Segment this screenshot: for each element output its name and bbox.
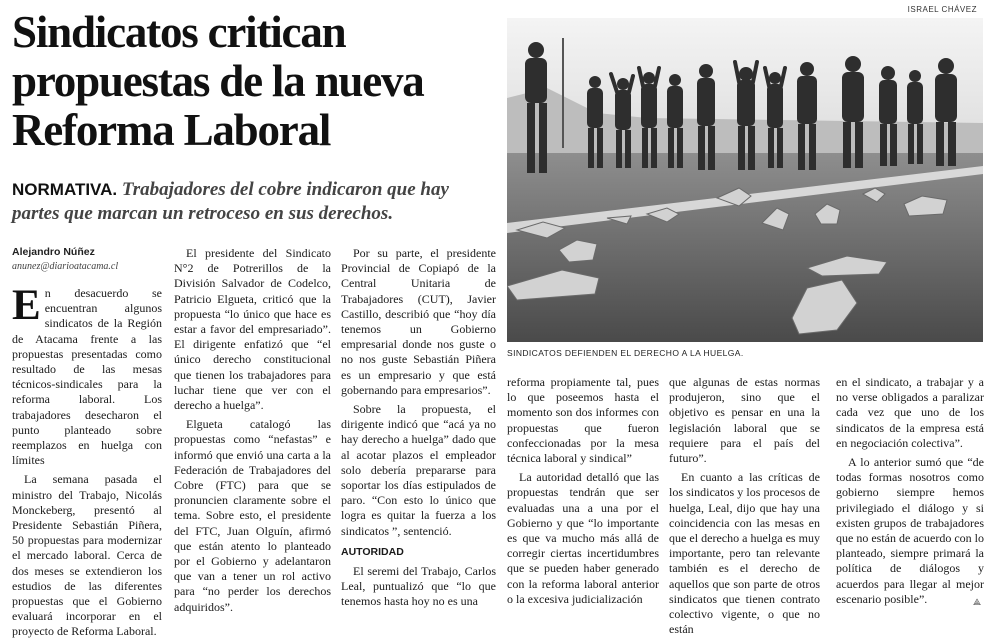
paragraph-text: n desacuerdo se encuentran algunos sindicatos de la Región de Atacama frente a las propuestas presentadas como resultado de las mesas técnicos-sindicales para la reforma laboral. Los trabajadores desecharon el punto planteado sobre reemplazos en huelga con límites xyxy=(12,286,162,468)
deck xyxy=(12,178,497,226)
paragraph: El seremi del Trabajo, Carlos Leal, puntualizó que “lo que tenemos hasta hoy no es una xyxy=(341,564,496,609)
paragraph: Sobre la propuesta, el dirigente indicó que “acá ya no hay derecho a huelga” dado que al acotar plazos el empleador solo debería prepararse para soportar los días estipulados de paro. “Con esto lo único que logra es quitar la fuerza a los sindicatos ”, sentenció. xyxy=(341,402,496,538)
kicker: NORMATIVA. xyxy=(12,180,118,199)
paragraph: Elgueta catalogó las propuestas como “nefastas” e informó que envió una carta a la Federación de Trabajadores del Cobre (FTC) para que se pronuncien claramente sobre el tema. Sobre esto, el presidente del FTC, Juan Olguín, afirmó que están atento lo planteado por el Gobierno y adelantaron que van a tener un rol activo para “no perder los derechos adquiridos”. xyxy=(174,417,331,614)
article-photo xyxy=(507,18,983,342)
headline: Sindicatos critican propuestas de la nueva Reforma Laboral xyxy=(12,7,424,155)
paragraph: reforma propiamente tal, pues lo que poseemos hasta el momento son dos informes con propuestas que fueron confeccionadas por la mesa técnica laboral y sindical” xyxy=(507,375,659,466)
body-column-1 xyxy=(12,282,162,644)
paragraph: En cuanto a las críticas de los sindicatos y los procesos de huelga, Leal, dijo que hay una coincidencia con las mesas en que el derecho a huelga es muy importante, pero tan relevante también es el derecho de aquellos que son parte de otros sindicatos que tienen contrato colectivo vigente, o que no están xyxy=(669,470,820,637)
paragraph: en el sindicato, a trabajar y a no verse obligados a paralizar cada vez que uno de los sindicatos de la empresa está en negociación colectiva”. xyxy=(836,375,984,450)
paragraph: La semana pasada el ministro del Trabajo, Nicolás Monckeberg, presentó al Presidente Sebastián Piñera, 50 propuestas para modernizar el mercado laboral. Cerca de dos meses se extendieron los estudios de las diferentes propuestas que el Gobierno evaluará incorporar en el proyecto de Reforma Laboral. xyxy=(12,472,162,639)
body-column-2 xyxy=(174,246,331,619)
drop-cap: E xyxy=(12,282,41,329)
body-column-3 xyxy=(341,246,496,614)
photo-caption: SINDICATOS DEFIENDEN EL DERECHO A LA HUELGA. xyxy=(507,348,744,358)
lead-text: Trabajadores del cobre indicaron que hay partes que marcan un retroceso en sus derechos. xyxy=(12,179,449,224)
paragraph: Por su parte, el presidente Provincial de Copiapó de la Central Unitaria de Trabajadores (CUT), Javier Castillo, describió que “hoy día tenemos un Gobierno empresarial donde nos guste o no nos guste Sebastián Piñera es un empresario y que está gobernando para empresarios”. xyxy=(341,246,496,397)
body-column-6 xyxy=(836,375,984,611)
author-name: Alejandro Núñez xyxy=(12,246,95,258)
body-column-4 xyxy=(507,375,659,611)
paragraph: A lo anterior sumó que “de todas formas nosotros como gobierno siempre hemos privilegiado el diálogo y si existen grupos de trabajadores que no están de acuerdo con lo planteado, siempre primará la política de diálogos y acuerdos para llegar al mejor escenario posible”. xyxy=(836,455,984,606)
paragraph: El presidente del Sindicato N°2 de Potrerillos de la División Salvador de Codelco, Patricio Elgueta, criticó que la propuesta “lo único que hace es estar a favor del empresariado”. El dirigente enfatizó que “el único derecho constitucional que tienen los trabajadores para luchar tiene que ver con el derecho a huelga”. xyxy=(174,246,331,413)
paragraph xyxy=(12,282,162,468)
byline xyxy=(12,246,162,272)
body-column-5 xyxy=(669,375,820,641)
author-email[interactable]: anunez@diarioatacama.cl xyxy=(12,261,119,272)
paragraph: La autoridad detalló que las propuestas tendrán que ser evaluadas una a una por el Gobierno y que “lo importante es que va mucho más allá de corregir ciertas incertidumbres que se pueden haber generado con la reforma laboral anterior o la excesiva judicialización xyxy=(507,470,659,606)
photo-credit: ISRAEL CHÁVEZ xyxy=(907,5,977,14)
end-mark-icon: ⟁ xyxy=(972,597,981,607)
subhead: AUTORIDAD xyxy=(341,545,404,558)
paragraph: que algunas de estas normas produjeron, sino que el objetivo es pensar en una la legislación laboral que se requiere para el país del futuro”. xyxy=(669,375,820,466)
